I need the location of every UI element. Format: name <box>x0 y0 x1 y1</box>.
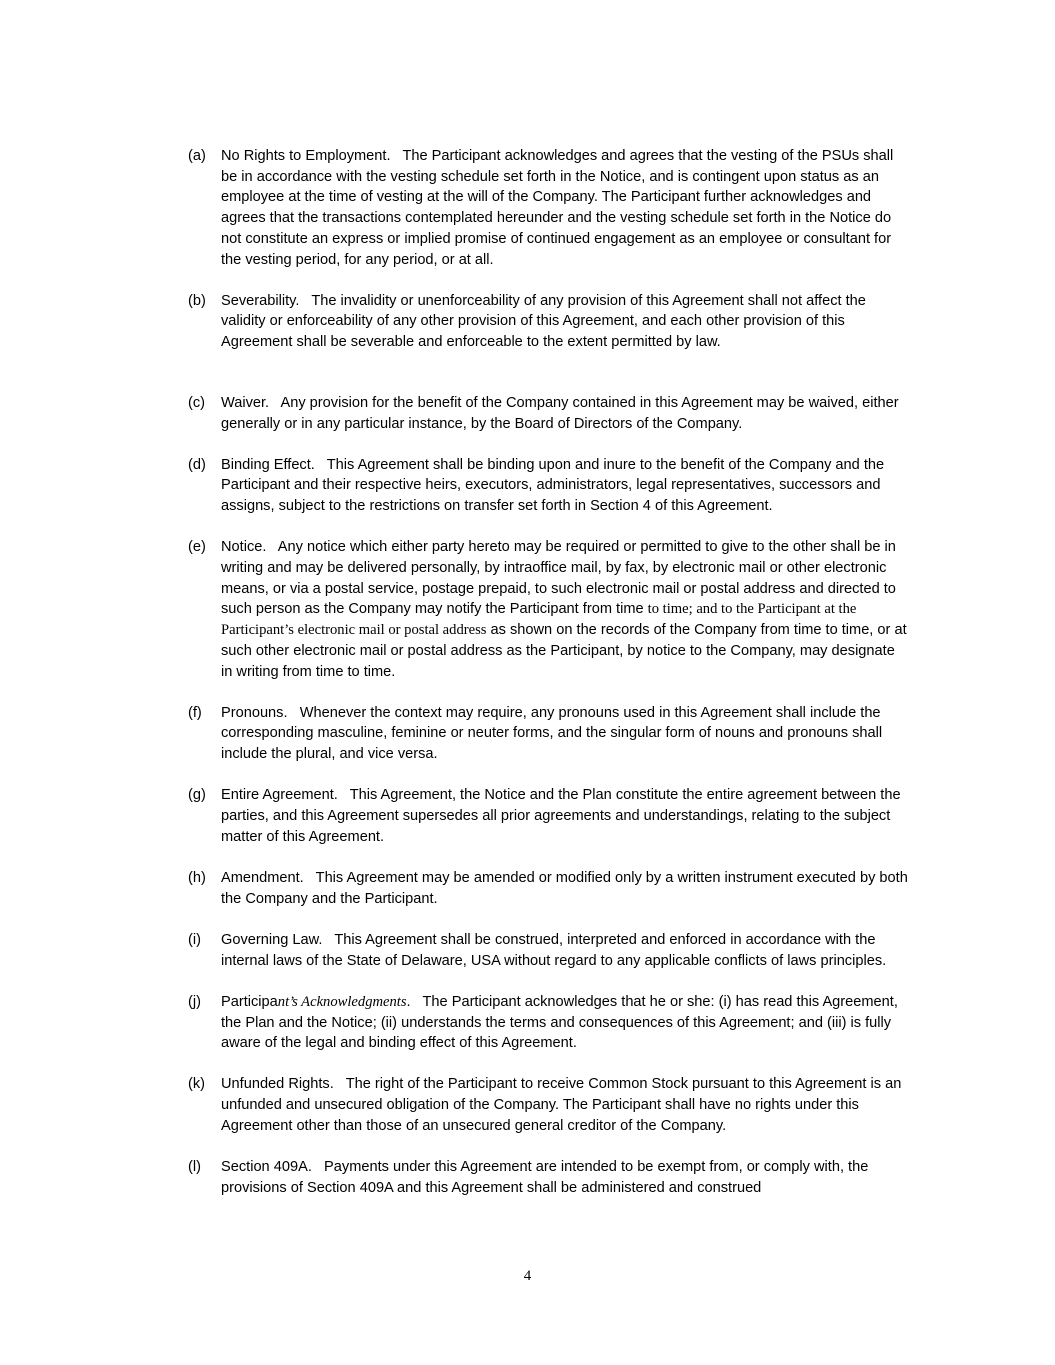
clause-text: The Participant acknowledges and agrees that the vesting of the PSUs shall be in accordance with the vesting schedule set forth in the Notice, and is contingent upon status as an employee at the time of vesting at the will of the Company. The Participant further acknowledges and agrees that the transactions contemplated hereunder and the vesting schedule set forth in the Notice do not constitute an express or implied promise of continued engagement as an employee or consultant for the vesting period, for any period, or at all. <box>221 148 894 268</box>
clause-e <box>188 537 908 682</box>
clause-label: (f) <box>188 704 202 721</box>
clause-g <box>188 785 908 847</box>
clause-text: This Agreement may be amended or modified only by a written instrument executed by both the Company and the Participant. <box>221 869 908 907</box>
clause-label: (l) <box>188 1159 201 1176</box>
clause-text: This Agreement shall be binding upon and inure to the benefit of the Company and the Participant and their respective heirs, executors, administrators, legal representatives, successors and assigns, subject to the restrictions on transfer set forth in Section 4 of this Agreement. <box>221 456 885 515</box>
clause-i <box>188 930 908 971</box>
clause-heading-part: Participa <box>221 993 278 1010</box>
clause-h <box>188 868 908 909</box>
clause-label: (i) <box>188 931 201 948</box>
clause-label: (b) <box>188 292 206 309</box>
clause-b <box>188 291 908 353</box>
clause-label: (g) <box>188 787 206 804</box>
clause-label: (j) <box>188 993 201 1010</box>
clause-f <box>188 703 908 765</box>
clause-text: as shown on the records of the Company from time to time, or at such other electronic mail or postal address as the Participant, by notice to the Company, may designate in writing from time to time. <box>221 622 907 680</box>
clause-text: The right of the Participant to receive Common Stock pursuant to this Agreement is an unfunded and unsecured obligation of the Company. The Participant shall have no rights under this Agreement other than those of an unsecured general creditor of the Company. <box>221 1076 902 1134</box>
clause-label: (a) <box>188 148 206 164</box>
clause-text: The Participant acknowledges that he or she: (i) has read this Agreement, the Plan and the Notice; (ii) understands the terms and consequences of this Agreement; and (iii) is fully aware of the legal and binding effect of this Agreement. <box>221 993 898 1052</box>
clause-l <box>188 1157 908 1198</box>
clause-text: Whenever the context may require, any pronouns used in this Agreement shall include the corresponding masculine, feminine or neuter forms, and the singular form of nouns and pronouns shall include the plural, and vice versa. <box>221 704 883 763</box>
clause-text: Any provision for the benefit of the Company contained in this Agreement may be waived, either generally or in any particular instance, by the Board of Directors of the Company. <box>221 394 899 432</box>
clause-heading: Section 409A. <box>221 1159 312 1176</box>
clause-heading: Notice. <box>221 539 267 556</box>
page-number: 4 <box>523 1268 532 1284</box>
clause-heading: Entire Agreement. <box>221 787 338 804</box>
clause-j <box>188 992 908 1054</box>
clause-heading: No Rights to Employment. <box>221 148 391 164</box>
clause-label: (h) <box>188 869 206 886</box>
clause-c <box>188 393 908 434</box>
clause-heading <box>221 994 411 1010</box>
clause-heading-part: . <box>406 993 411 1010</box>
clause-label: (c) <box>188 394 206 411</box>
clause-heading: Governing Law. <box>221 931 323 948</box>
clause-text: The invalidity or unenforceability of any provision of this Agreement shall not affect the validity or enforceability of any other provision of this Agreement, and each other provision of this Agreement shall be severable and enforceable to the extent permitted by law. <box>221 292 866 351</box>
clause-k <box>188 1074 908 1136</box>
clause-heading: Pronouns. <box>221 704 288 721</box>
clause-label: (k) <box>188 1076 206 1093</box>
document-body <box>188 146 908 1219</box>
clause-heading: Binding Effect. <box>221 456 315 473</box>
clause-heading: Unfunded Rights. <box>221 1076 334 1093</box>
clause-label: (e) <box>188 539 206 556</box>
clause-text-serif: to time; and to the Participant at the Participant’s electronic mail or postal address <box>221 601 857 639</box>
clause-text: Any notice which either party hereto may be required or permitted to give to the other shall be in writing and may be delivered personally, by intraoffice mail, by fax, by electronic mail or other electronic means, or via a postal service, postage prepaid, to such electronic mail or postal address and directed to such person as the Company may notify the Participant from time <box>221 539 896 618</box>
clause-heading: Severability. <box>221 292 300 309</box>
clause-a <box>188 146 908 270</box>
clause-text: This Agreement shall be construed, interpreted and enforced in accordance with the internal laws of the State of Delaware, USA without regard to any applicable conflicts of laws principles. <box>221 931 887 969</box>
clause-heading: Waiver. <box>221 394 270 411</box>
clause-text: This Agreement, the Notice and the Plan constitute the entire agreement between the parties, and this Agreement supersedes all prior agreements and understandings, relating to the subject matter of this Agreement. <box>221 787 901 845</box>
clause-text: Payments under this Agreement are intended to be exempt from, or comply with, the provisions of Section 409A and this Agreement shall be administered and construed <box>221 1159 869 1196</box>
clause-heading: Amendment. <box>221 869 304 886</box>
clause-heading-italic: nt’s Acknowledgments <box>277 993 407 1010</box>
clause-d <box>188 455 908 517</box>
clause-label: (d) <box>188 456 206 473</box>
